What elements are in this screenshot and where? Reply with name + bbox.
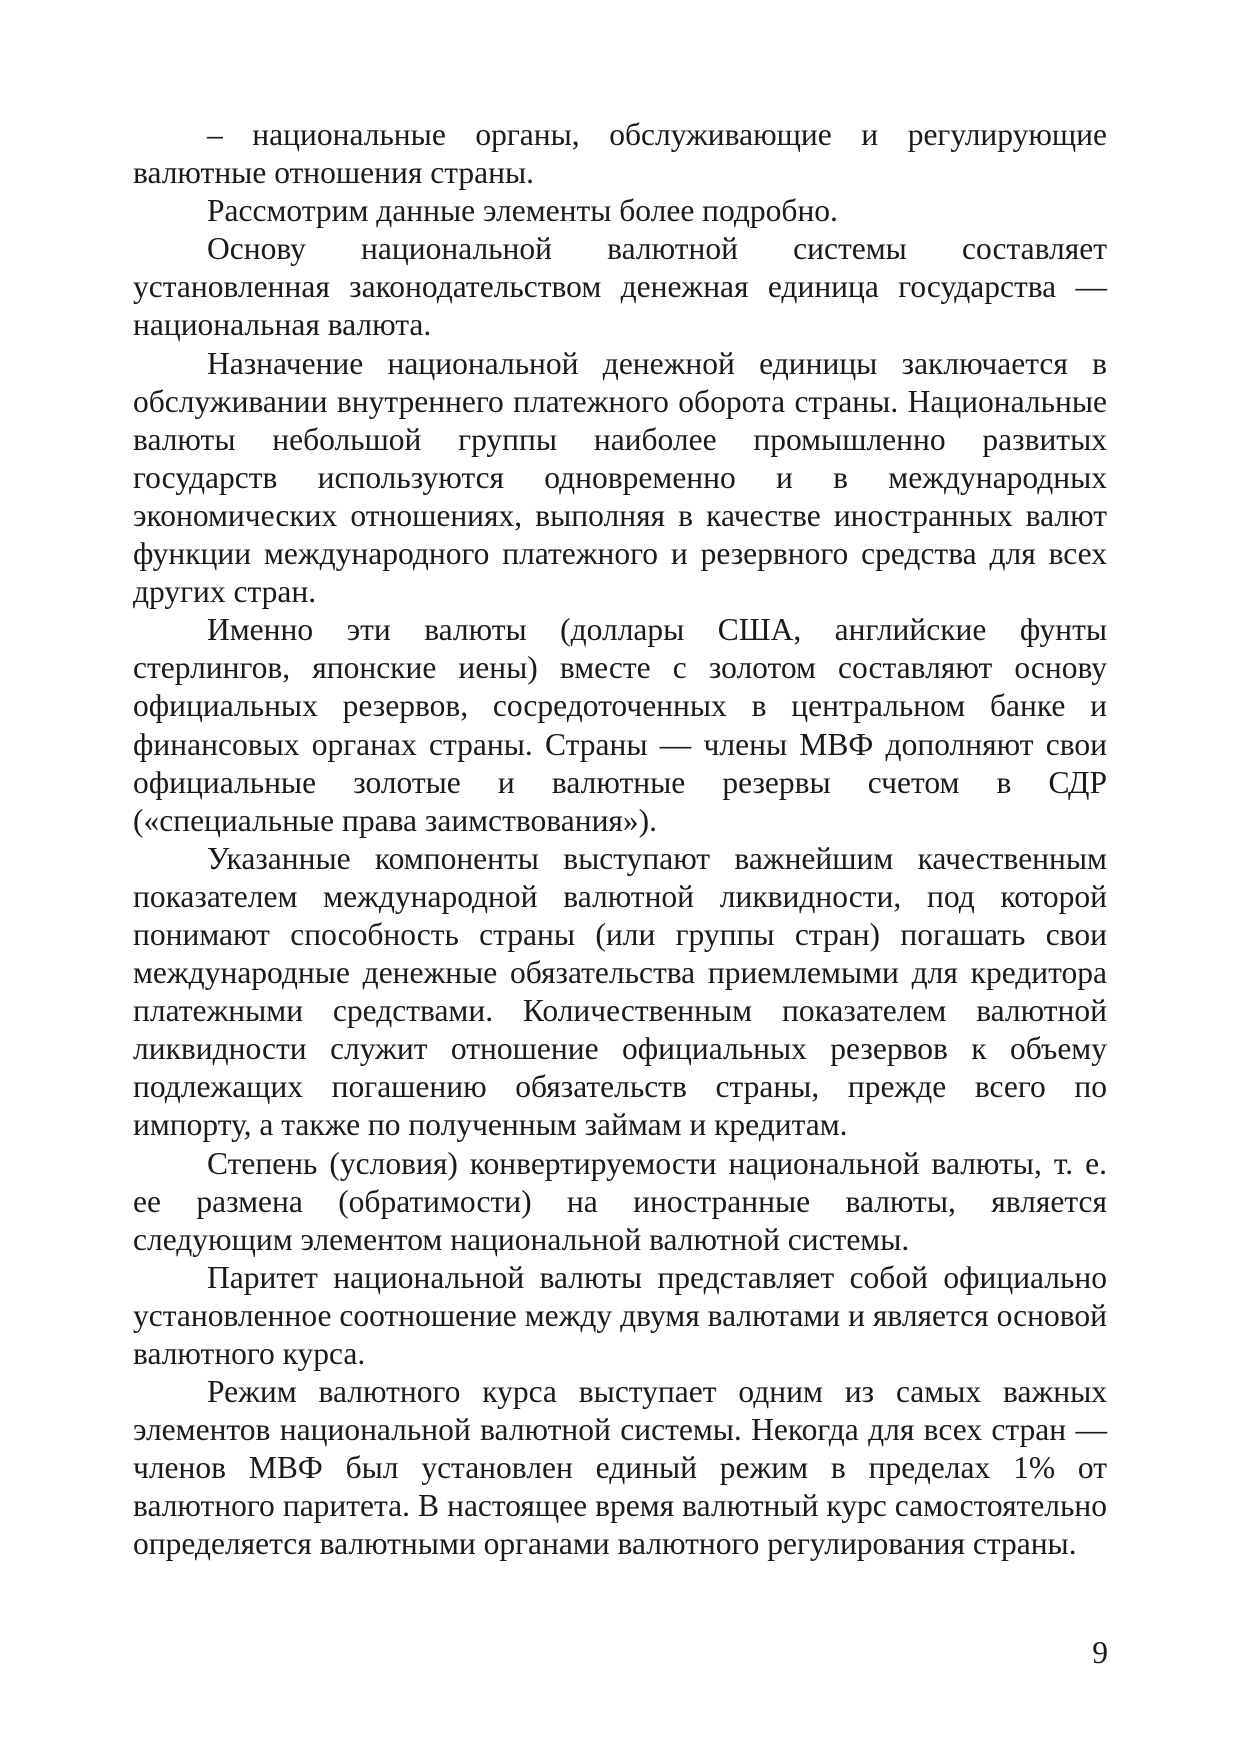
paragraph: Указанные компоненты выступают важнейшим качественным показателем международной валютной ликвидности, под которой понимают способность страны (или группы стран) погашать свои международные денежные обязательства приемлемыми для кредитора платежными средствами. Количественным показателем валютной ликвидности служит отношение официальных резервов к объему подлежащих погашению обязательств страны, прежде всего по импорту, а также по полученным займам и кредитам. (133, 840, 1107, 1143)
page-body (133, 116, 1107, 1564)
paragraph: – национальные органы, обслуживающие и регулирующие валютные отношения страны. (133, 117, 1107, 191)
paragraph: Назначение национальной денежной единицы заключается в обслуживании внутреннего платежного оборота страны. Национальные валюты небольшой группы наиболее промышленно развитых государств используются одновременно и в международных экономических отношениях, выполняя в качестве иностранных валют функции международного платежного и резервного средства для всех других стран. (133, 345, 1107, 610)
paragraph: Степень (условия) конвертируемости национальной валюты, т. е. ее размена (обратимости) на иностранные валюты, является следующим элементом национальной валютной системы. (133, 1145, 1107, 1257)
paragraph: Паритет национальной валюты представляет собой официально установленное соотношение между двумя валютами и является основой валютного курса. (133, 1259, 1107, 1371)
paragraph: Основу национальной валютной системы составляет установленная законодательством денежная единица государства — национальная валюта. (133, 231, 1107, 343)
page-number: 9 (1092, 1635, 1108, 1670)
paragraph: Режим валютного курса выступает одним из самых важных элементов национальной валютной системы. Некогда для всех стран — членов МВФ был установлен единый режим в пределах 1% от валютного паритета. В настоящее время валютный курс самостоятельно определяется валютными органами валютного регулирования страны. (133, 1374, 1107, 1562)
paragraph: Рассмотрим данные элементы более подробно. (207, 193, 838, 229)
paragraph: Именно эти валюты (доллары США, английские фунты стерлингов, японские иены) вместе с золотом составляют основу официальных резервов, сосредоточенных в центральном банке и финансовых органах страны. Страны — члены МВФ дополняют свои официальные золотые и валютные резервы счетом в СДР («специальные права заимствования»). (133, 612, 1107, 838)
